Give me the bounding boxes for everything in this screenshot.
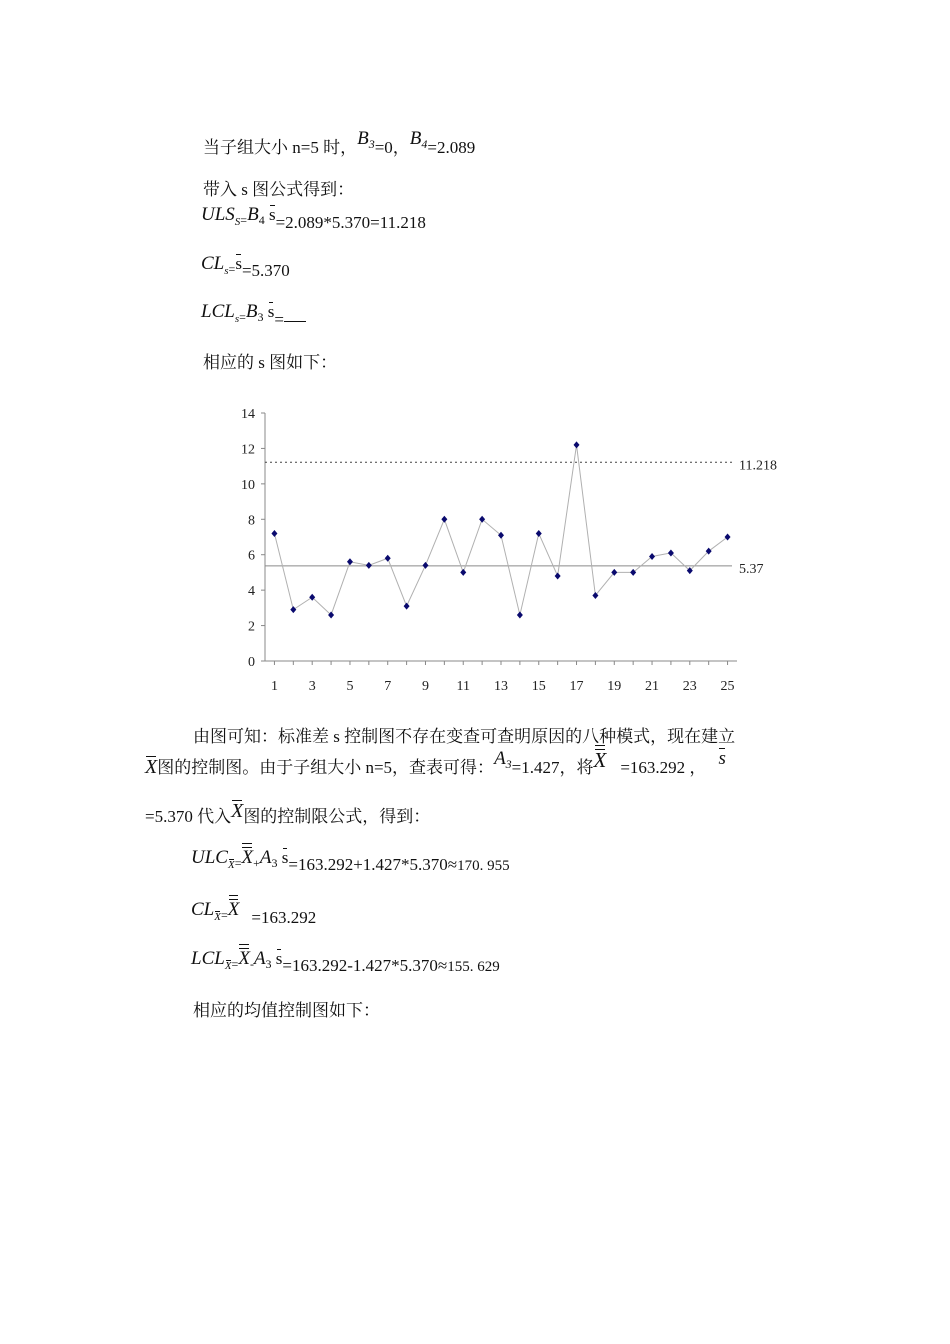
paragraph-line-1: 由图可知：标准差 s 控制图不存在变查可查明原因的八种模式，现在建立 bbox=[193, 727, 736, 746]
data-point bbox=[404, 603, 410, 610]
data-point bbox=[555, 572, 561, 579]
paragraph-line-2: X图的控制图。由于子组大小 n=5，查表可得：$A_3=1.427$，将X =163.292 ， s bbox=[145, 748, 726, 778]
x-tick-label: 13 bbox=[494, 679, 508, 694]
data-point bbox=[347, 558, 353, 565]
data-point bbox=[460, 569, 466, 576]
x-tick-label: 1 bbox=[270, 679, 278, 694]
a3-symbol: $A_3$ bbox=[494, 748, 512, 771]
paragraph-line-3: =5.370 代入X图的控制限公式，得到： bbox=[145, 800, 431, 826]
cl-x-formula: $CLX_=X =163.292$ bbox=[191, 899, 317, 927]
x-tick-label: 11 bbox=[456, 679, 470, 694]
lcl-s-formula: $LCL_{s=}B_3$ s= bbox=[201, 302, 306, 321]
data-point bbox=[725, 534, 731, 541]
x-tick-label: 7 bbox=[384, 679, 392, 694]
formula-intro: 带入 s 图公式得到： bbox=[203, 180, 355, 199]
y-tick-label: 2 bbox=[248, 619, 255, 635]
data-point bbox=[366, 562, 372, 569]
s-chart-intro: 相应的 s 图如下： bbox=[203, 353, 338, 372]
x-tick-label: 15 bbox=[531, 679, 546, 694]
y-tick-label: 6 bbox=[248, 548, 255, 564]
y-tick-label: 0 bbox=[248, 655, 255, 670]
data-point bbox=[536, 530, 542, 537]
y-tick-label: 12 bbox=[241, 442, 255, 458]
x-tick-label: 3 bbox=[308, 679, 316, 694]
data-point bbox=[649, 553, 655, 560]
x-tick-label: 17 bbox=[569, 679, 584, 694]
series-line bbox=[274, 445, 727, 615]
data-point bbox=[385, 555, 391, 562]
lcl-x-formula: $LCLX_=X_-A_3$ s=163.292-1.427*5.370≈155. 629 bbox=[191, 948, 500, 975]
y-tick-label: 10 bbox=[241, 477, 255, 493]
condition-line: 当子组大小 n=5 时，$B_3=0$，$B_4=2.089$ bbox=[203, 128, 476, 157]
cl-label: 5.37 bbox=[739, 561, 764, 577]
y-tick-label: 14 bbox=[241, 407, 255, 422]
y-tick-label: 4 bbox=[248, 584, 255, 600]
x-tick-label: 23 bbox=[682, 679, 697, 694]
x-tick-label: 21 bbox=[645, 679, 660, 694]
uls-formula: $ULS_{S=}B_4$ s=2.089*5.370=11.218 bbox=[201, 204, 426, 232]
x-tick-label: 19 bbox=[607, 679, 622, 694]
data-point bbox=[422, 562, 428, 569]
ucl-label: 11.218 bbox=[739, 458, 777, 474]
mean-chart-intro: 相应的均值控制图如下： bbox=[193, 1001, 380, 1020]
ulc-formula: $ULCX_=X_+A_3$ s=163.292+1.427*5.370≈170. 955 bbox=[191, 847, 510, 874]
data-point bbox=[441, 516, 447, 523]
s-control-chart bbox=[225, 398, 805, 703]
data-point bbox=[290, 606, 296, 613]
x-tick-label: 5 bbox=[346, 679, 354, 694]
b3-symbol: $B_3$ bbox=[357, 128, 375, 151]
x-tick-label: 9 bbox=[421, 679, 429, 694]
data-point bbox=[479, 516, 485, 523]
data-point bbox=[498, 532, 504, 539]
data-point bbox=[574, 441, 580, 448]
data-point bbox=[271, 530, 277, 537]
data-point bbox=[517, 611, 523, 618]
cl-s-formula: $CL_{s=}s=5.370$ bbox=[201, 253, 290, 280]
y-tick-label: 8 bbox=[248, 513, 255, 529]
x-tick-label: 25 bbox=[720, 679, 735, 694]
data-point bbox=[630, 569, 636, 576]
b4-symbol: $B_4$ bbox=[409, 128, 428, 151]
